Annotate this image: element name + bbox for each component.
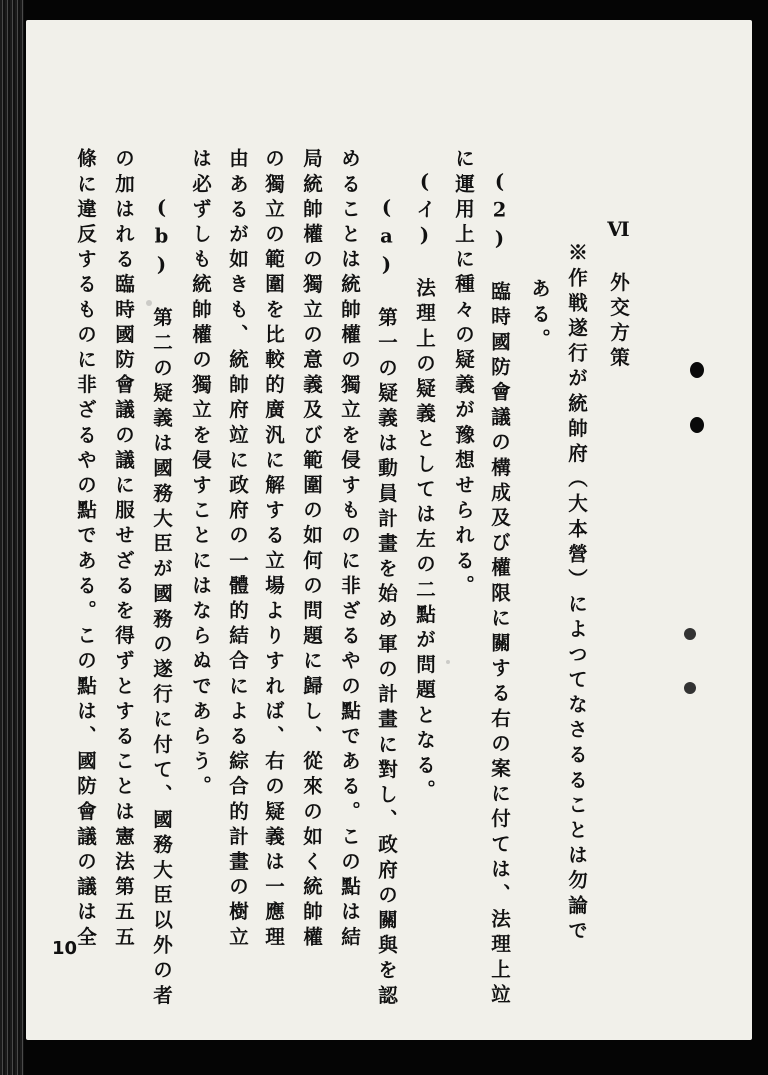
text-column: ある。 (528, 278, 551, 354)
text-column: 由あるが如きも、統帥府竝に政府の一體的結合による綜合的計畫の樹立 (226, 148, 249, 952)
punch-hole (690, 417, 704, 433)
text-column: めることは統帥權の獨立を侵すものに非ざるやの點である。この點は結 (338, 148, 361, 952)
text-column: (b) 第二の疑義は國務大臣が國務の遂行に付て、國務大臣以外の者 (150, 196, 173, 1010)
punch-hole (690, 362, 704, 378)
text-column: (2) 臨時國防會議の構成及び權限に關する右の案に付ては、法理上竝 (488, 170, 511, 1009)
text-column: 條に違反するものに非ざるやの點である。この點は、國防會議の議は全 (74, 148, 97, 952)
text-column: は必ずしも統帥權の獨立を侵すことにはならぬであらう。 (189, 148, 212, 801)
text-column: (a) 第一の疑義は動員計畫を始め軍の計畫に對し、政府の關與を認 (375, 196, 398, 1010)
page-number: 10 (52, 938, 78, 959)
binding-edge (0, 0, 24, 1075)
text-column: ※作戦遂行が統帥府（大本營）によつてなさるることは勿論で (565, 242, 588, 945)
text-column: の獨立の範圍を比較的廣汎に解する立場よりすれば、右の疑義は一應理 (262, 148, 285, 952)
text-column: の加はれる臨時國防會議の議に服せざるを得ずとすることは憲法第五五 (112, 148, 135, 952)
punch-hole (684, 628, 696, 640)
text-column: に運用上に種々の疑義が豫想せられる。 (452, 148, 475, 600)
text-column: Ⅵ 外交方策 (607, 218, 630, 373)
text-column: (イ) 法理上の疑義としては左の二點が問題となる。 (413, 170, 436, 805)
smudge (446, 660, 450, 664)
punch-hole (684, 682, 696, 694)
text-column: 局統帥權の獨立の意義及び範圍の如何の問題に歸し、從來の如く統帥權 (300, 148, 323, 952)
